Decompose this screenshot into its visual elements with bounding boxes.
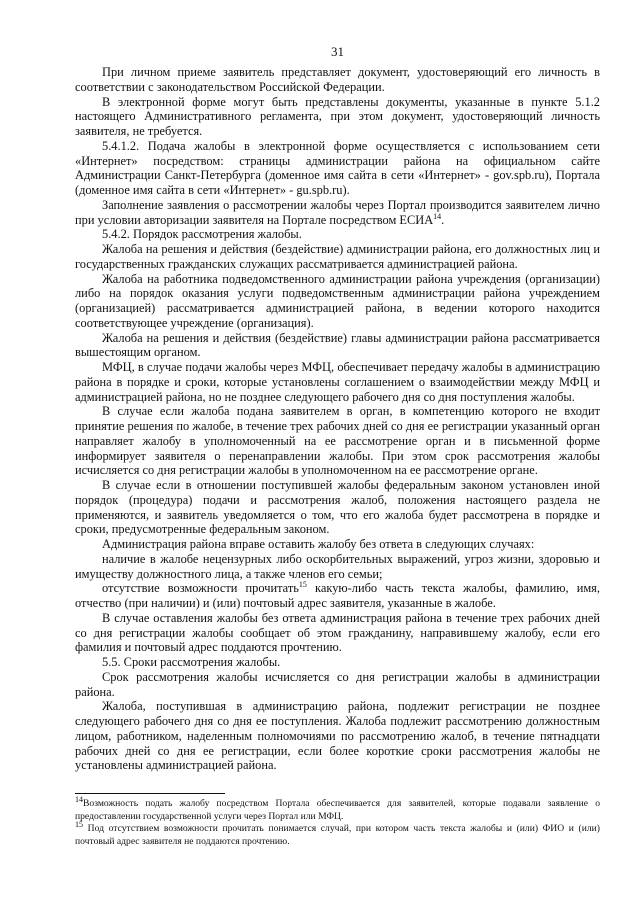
paragraph: В случае оставления жалобы без ответа администрация района в течение трех рабочих дней со дня регистрации жалобы сообщает об этом гражданину, направившему жалобу, если его фамилия и почтовый адрес поддаются прочтению. bbox=[75, 610, 600, 655]
footnote-ref: 14 bbox=[433, 211, 442, 221]
paragraph: В случае если жалоба подана заявителем в орган, в компетенцию которого не входит принятие решения по жалобе, в течение трех рабочих дней со дня ее регистрации указанный орган направляет жалобу в уполномоченный на ее рассмотрение орган и в письменной форме информирует заявителя о перенаправлении жалобы. При этом срок рассмотрения жалобы исчисляется со дня регистрации жалобы в уполномоченном на ее рассмотрение органе. bbox=[75, 404, 600, 478]
section-heading: 5.4.2. Порядок рассмотрения жалобы. bbox=[102, 227, 302, 242]
footnotes bbox=[75, 794, 600, 848]
footnote bbox=[75, 819, 600, 848]
list-item bbox=[75, 581, 600, 611]
paragraph: Жалоба на решения и действия (бездействие) администрации района, его должностных лиц и государственных гражданских служащих рассматривается администрацией района. bbox=[75, 242, 600, 271]
paragraph: В случае если в отношении поступившей жалобы федеральным законом установлен иной порядок (процедура) подачи и рассмотрения жалоб, положения настоящего раздела не применяются, и заявитель уведомляется о том, что его жалоба будет рассмотрена в порядке и сроки, предусмотренные федеральным законом. bbox=[75, 478, 600, 537]
paragraph: Срок рассмотрения жалобы исчисляется со дня регистрации жалобы в администрации района. bbox=[75, 669, 600, 699]
paragraph-text: Заполнение заявления о рассмотрении жалобы через Портал производится заявителем лично при условии авторизации заявителя на Портале посредством ЕСИА bbox=[75, 197, 600, 227]
paragraph: 5.4.1.2. Подача жалобы в электронной форме осуществляется с использованием сети «Интернет» посредством: страницы администрации района на официальном сайте Администрации Санкт-Петербурга (доменное имя сайта в сети «Интернет» - gov.spb.ru), Портала (доменное имя сайта в сети «Интернет» - gu.spb.ru). bbox=[75, 138, 600, 197]
paragraph: Жалоба на работника подведомственного администрации района учреждения (организации) либо на порядок оказания услуги подведомственным администрации района учреждением (организацией) рассматривается администрацией района, в ведении которого находится соответствующее учреждение (организация). bbox=[75, 271, 600, 330]
paragraph-text: отсутствие возможности прочитать bbox=[102, 581, 299, 596]
footnote-text: Возможность подать жалобу посредством Портала обеспечивается для заявителей, которые подавали заявление о предоставлении государственной услуги через Портал или МФЦ. bbox=[75, 798, 600, 822]
paragraph: Администрация района вправе оставить жалобу без ответа в следующих случаях: bbox=[102, 537, 535, 551]
page-number: 31 bbox=[331, 44, 344, 59]
paragraph: МФЦ, в случае подачи жалобы через МФЦ, обеспечивает передачу жалобы в администрацию района в порядке и сроки, которые установлены соглашением о взаимодействии между МФЦ и администрацией района, но не позднее следующего рабочего дня со дня поступления жалобы. bbox=[75, 360, 600, 404]
footnote-mark: 14 bbox=[75, 794, 83, 804]
footnote-divider bbox=[75, 793, 225, 794]
section-heading: 5.5. Сроки рассмотрения жалобы. bbox=[102, 655, 281, 669]
paragraph: Жалоба, поступившая в администрацию района, подлежит регистрации не позднее следующего рабочего дня со дня ее поступления. Жалоба подлежит рассмотрению должностным лицом, работником, наделенным полномочиями по рассмотрению жалоб, в течение пятнадцати рабочих дней со дня ее регистрации, если более короткие сроки рассмотрения жалобы не установлены администрацией района. bbox=[75, 699, 600, 773]
paragraph: При личном приеме заявитель представляет документ, удостоверяющий его личность в соответствии с законодательством Российской Федерации. bbox=[75, 65, 600, 94]
footnote-text: Под отсутствием возможности прочитать понимается случай, при котором часть текста жалобы и (или) ФИО и (или) почтовый адрес заявителя не поддаются прочтению. bbox=[75, 823, 600, 847]
footnote bbox=[75, 794, 600, 823]
paragraph: Заполнение заявления о рассмотрении жалобы через Портал производится заявителем лично при условии авторизации заявителя на Портале посредством ЕСИА$^{14}$. bbox=[75, 197, 600, 227]
footnote-ref: 15 bbox=[298, 580, 307, 590]
paragraph: В электронной форме могут быть представлены документы, указанные в пункте 5.1.2 настоящего Административного регламента, при этом документ, удостоверяющий личность заявителя, не требуется. bbox=[75, 94, 600, 138]
body-text bbox=[75, 65, 600, 773]
list-item: наличие в жалобе нецензурных либо оскорбительных выражений, угроз жизни, здоровью и имуществу должностного лица, а также членов его семьи; bbox=[75, 551, 600, 581]
footnote-mark: 15 bbox=[75, 819, 83, 829]
paragraph: Жалоба на решения и действия (бездействие) главы администрации района рассматривается вышестоящим органом. bbox=[75, 330, 600, 360]
paragraph-text: какую-либо часть текста жалобы, фамилию, имя, отчество (при наличии) и (или) почтовый адрес заявителя, указанные в жалобе. bbox=[75, 581, 600, 610]
